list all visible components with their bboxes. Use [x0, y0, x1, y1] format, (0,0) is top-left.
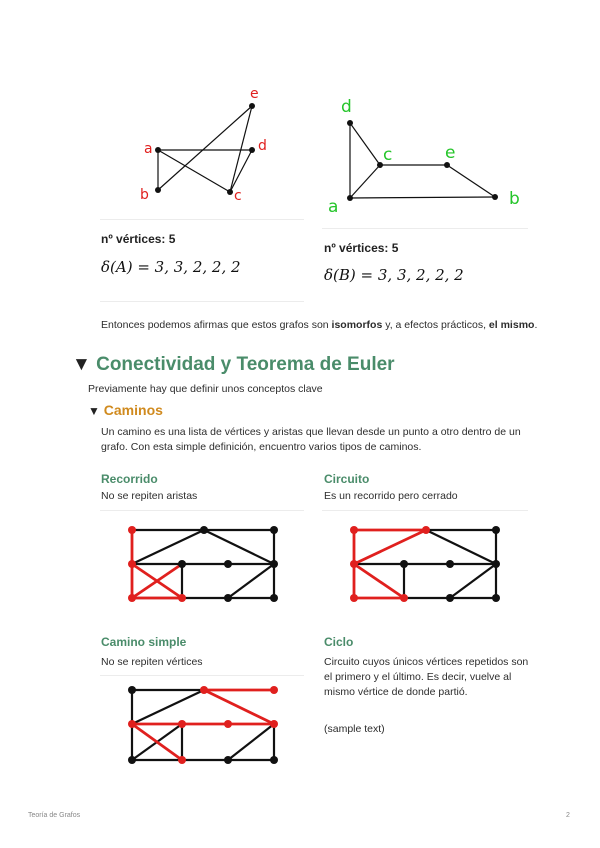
ciclo-sample-text: (sample text) — [324, 723, 385, 735]
section-intro: Previamente hay que definir unos conceptos clave — [88, 383, 323, 395]
graph-a-label-c: c — [234, 188, 242, 204]
recorrido-graph — [124, 522, 284, 608]
divider — [100, 675, 304, 676]
isomorph-text-middle: y, a efectos prácticos, — [382, 319, 489, 331]
subsection-heading[interactable] — [88, 402, 163, 418]
section-heading[interactable] — [72, 354, 395, 376]
graph-b-degree-sequence: δ(B) = 3, 3, 2, 2, 2 — [324, 266, 464, 284]
graph-b-label-a: a — [328, 197, 339, 217]
graph-a-label-a: a — [144, 141, 153, 157]
subsection-description: Un camino es una lista de vértices y aristas que llevan desde un punto a otro dentro de un grafo. Con esta simple definición, encuentro varios tipos de caminos. — [101, 426, 521, 453]
graph-a-figure — [130, 80, 290, 210]
recorrido-description: No se repiten aristas — [101, 490, 198, 502]
graph-b-label-d: d — [341, 97, 352, 117]
divider — [322, 510, 528, 511]
footer-title: Teoría de Grafos — [28, 812, 81, 819]
camino-simple-graph — [124, 684, 284, 770]
camino-simple-title: Camino simple — [101, 635, 187, 649]
divider — [322, 228, 528, 229]
graph-a-label-d: d — [258, 138, 267, 154]
graph-a-label-e: e — [250, 86, 259, 102]
ciclo-title: Ciclo — [324, 635, 354, 649]
graph-b-label-b: b — [509, 189, 520, 209]
isomorph-text-before: Entonces podemos afirmas que estos grafos son — [101, 319, 332, 331]
graph-a-label-b: b — [140, 187, 149, 203]
graph-a-vertices-label: nº vértices: 5 — [101, 232, 176, 246]
recorrido-title: Recorrido — [101, 472, 158, 486]
graph-b-label-e: e — [445, 143, 456, 163]
ciclo-description: Circuito cuyos únicos vértices repetidos son el primero y el último. Es decir, vuelve al mismo vértice de donde partió. — [324, 656, 529, 698]
graph-b-vertices-label: nº vértices: 5 — [324, 241, 399, 255]
circuito-title: Circuito — [324, 472, 370, 486]
page-number: 2 — [566, 812, 570, 819]
camino-simple-description: No se repiten vértices — [101, 656, 203, 668]
collapse-triangle-icon[interactable]: ▼ — [88, 404, 100, 418]
graph-b-figure — [325, 90, 535, 220]
subsection-title: Caminos — [103, 402, 163, 418]
section-title: Conectividad y Teorema de Euler — [96, 354, 395, 375]
divider — [100, 301, 304, 302]
isomorph-statement — [101, 318, 541, 333]
isomorph-text-bold2: el mismo — [488, 319, 535, 331]
circuito-description: Es un recorrido pero cerrado — [324, 490, 458, 502]
isomorph-text-after: . — [534, 319, 538, 331]
circuito-graph — [346, 522, 506, 608]
graph-b-label-c: c — [383, 145, 393, 165]
divider — [100, 510, 304, 511]
isomorph-text-bold1: isomorfos — [331, 319, 383, 331]
collapse-triangle-icon[interactable]: ▼ — [72, 354, 91, 375]
graph-a-degree-sequence: δ(A) = 3, 3, 2, 2, 2 — [101, 258, 241, 276]
divider — [100, 219, 304, 220]
